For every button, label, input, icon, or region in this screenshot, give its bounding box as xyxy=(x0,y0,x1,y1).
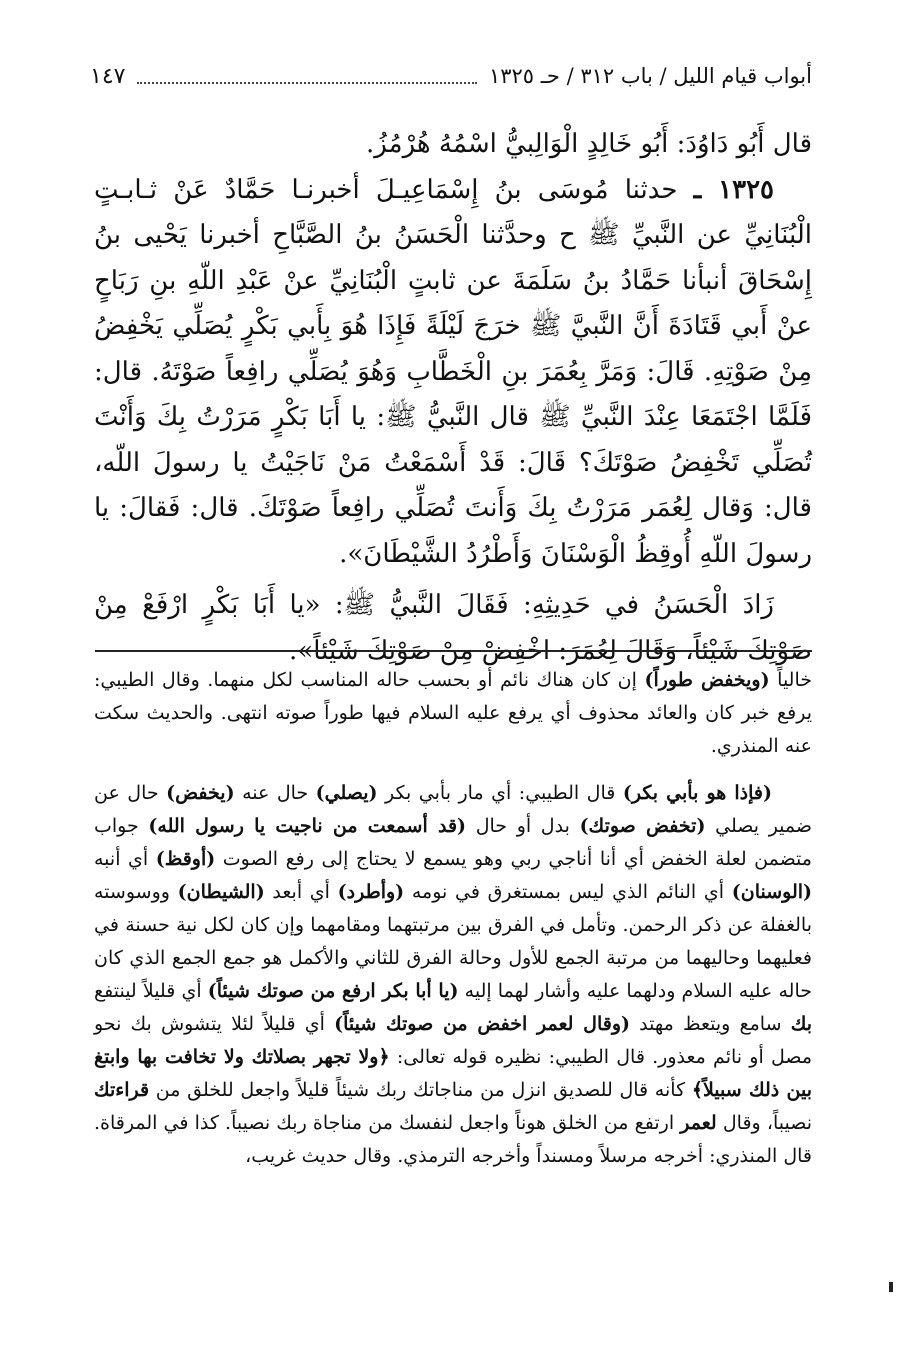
hadith-number: ١٣٢٥ ـ xyxy=(693,174,775,205)
hasan-addition-paragraph: زَادَ الْحَسَنُ في حَدِيثِهِ: فَقَالَ النَّبيُّ ﷺ: «يا أَبَا بَكْرٍ ارْفَعْ مِنْ صَوْتِكَ شَيْئاً، وَقَالَ لِعُمَرَ: اخْفِضْ مِنْ صَوْتِكَ شَيْئاً». xyxy=(94,590,812,666)
commentary-text: نصيباً، وقال xyxy=(722,1112,813,1134)
commentary-text: حال عنه xyxy=(242,782,309,804)
commentary-text: ارتفع من الخلق هوناً واجعل لنفسك من مناجاة ربك نصيباً. كذا في المرقاة. قال المنذري: أخرجه مرسلاً ومسنداً وأخرجه الترمذي. وقال حديث غريب، xyxy=(94,1112,812,1167)
hadith-text: حدثنا مُوسَى بنُ إِسْمَاعِيـلَ أخبرنـا حَمَّادٌ عَنْ ثـابـتٍ الْبُنَانِيِّ عن النَّبيِّ ﷺ ح وحدَّثنا الْحَسَنُ بنُ الصَّبَّاحِ أخبرنا يَحْيى بنُ إِسْحَاقَ أنبأنا حَمَّادُ بنُ سَلَمَةَ عن ثابتٍ الْبُنَانِيِّ عنْ عَبْدِ اللّهِ بنِ رَبَاحٍ عنْ أَبي قَتَادَةَ أَنَّ النَّبيَّ ﷺ خرَجَ لَيْلَةً فَإِذَا هُوَ بِأَبي بَكْرٍ يُصَلِّي يَخْفِضُ مِنْ صَوْتِهِ. قَالَ: وَمَرَّ بِعُمَرَ بنِ الْخَطَّابِ وَهُوَ يُصَلِّي رافِعاً صَوْتَهُ. قال: فَلَمَّا اجْتَمَعَا عِنْدَ النَّبيِّ ﷺ قال النَّبيُّ ﷺ: يا أَبَا بَكْرٍ مَرَرْتُ بِكَ وَأَنْتَ تُصَلِّي تَخْفِضُ صَوْتَكَ؟ قَالَ: قَدْ أَسْمَعْتُ مَنْ نَاجَيْتُ يا رسولَ اللّه، قال: وَقال لِعُمَر مَرَرْتُ بِكَ وَأَنتَ تُصَلِّي رافِعاً صَوْتَكَ. قال: فَقالَ: يا رسولَ اللّهِ أُوقِظُ الْوَسْنَانَ وَأَطْرُدُ الشَّيْطَانَ». xyxy=(94,174,812,569)
page-number: ١٤٧ xyxy=(90,63,126,89)
commentary-keyword: بك xyxy=(790,1013,812,1035)
commentary-text: أي أبعد xyxy=(272,881,330,903)
commentary-paragraph-1 xyxy=(94,664,812,763)
main-text xyxy=(94,122,812,674)
header-title: أبواب قيام الليل / باب ٣١٢ / حـ ١٣٢٥ xyxy=(488,64,812,88)
commentary-text: أي قليلاً لئلا يتشوش بك نحو مصل أو نائم معذور. قال الطيبي: نظيره قوله تعالى: xyxy=(94,1013,812,1068)
commentary-text: بدل أو حال xyxy=(475,815,570,837)
commentary-keyword: (تخفض صوتك) xyxy=(579,815,706,837)
commentary xyxy=(94,664,812,1173)
abu-dawud-note: قال أَبُو دَاوُدَ: أَبُو خَالِدٍ الْوَالِبيُّ اسْمُهُ هُرْمُزُ. xyxy=(366,129,812,159)
header-dotted-leader xyxy=(137,68,477,84)
commentary-text: كأنه قال للصديق انزل من مناجاتك ربك شيئاً قليلاً واجعل للخلق من xyxy=(155,1079,686,1101)
commentary-text: جواب متضمن لعلة الخفض أي أنا أناجي ربي وهو يسمع لا يحتاج إلى رفع الصوت xyxy=(94,815,812,870)
commentary-keyword: قراءتك xyxy=(94,1079,150,1101)
footnote-divider xyxy=(95,650,812,652)
commentary-text: أي قليلاً لينتفع xyxy=(94,980,202,1002)
commentary-keyword: (يا أبا بكر ارفع من صوتك شيئاً) xyxy=(207,980,459,1002)
commentary-text: أي أنبه xyxy=(94,848,149,870)
commentary-text: ووسوسته بالغفلة عن ذكر الرحمن. وتأمل في الفرق بين مرتبتهما ومقامهما وإن كان لكل نية حسنة في فعليهما وحاليهما من مرتبة الجمع للأول وحالة الفرق للثاني والأكمل هو جمع الجمع الذي كان حاله عليه السلام ودلهما عليه وأشار لهما إليه xyxy=(94,881,813,1002)
page-edge-mark xyxy=(889,1282,893,1292)
commentary-text: إن كان هناك نائم أو بحسب حاله المناسب لكل منهما. وقال الطيبي: يرفع خبر كان والعائد محذوف أي يرفع عليه السلام فيها طوراً صوته انتهى. والحديث سكت عنه المنذري. xyxy=(94,669,812,757)
commentary-keyword: (يصلي) xyxy=(315,782,378,804)
commentary-keyword: (الشيطان) xyxy=(177,881,265,903)
commentary-text: قال الطيبي: أي مار بأبي بكر xyxy=(385,782,616,804)
commentary-text: خالياً xyxy=(777,669,813,691)
commentary-text: حال عن ضمير يصلي xyxy=(94,782,813,837)
commentary-keyword: (فإذا هو بأبي بكر) xyxy=(622,782,772,804)
commentary-keyword: لعمر xyxy=(680,1112,717,1134)
commentary-keyword: (ويخفض طوراً) xyxy=(644,669,770,691)
running-header xyxy=(90,58,812,94)
commentary-paragraph-2 xyxy=(94,777,812,1173)
hadith-paragraph xyxy=(94,168,812,578)
commentary-keyword: (وأطرد) xyxy=(337,881,405,903)
commentary-text: سامع ويتعظ مهتد xyxy=(639,1013,782,1035)
commentary-keyword: (أوقظ) xyxy=(155,848,216,870)
commentary-keyword: (الوسنان) xyxy=(731,881,813,903)
commentary-quran-quote: ﴿ولا تجهر بصلاتك ولا تخافت بها وابتغ بين ذلك سبيلاً﴾ xyxy=(94,1046,812,1101)
commentary-keyword: (يخفض) xyxy=(166,782,235,804)
commentary-keyword: (قد أسمعت من ناجيت يا رسول الله) xyxy=(148,815,467,837)
commentary-keyword: (وقال لعمر اخفض من صوتك شيئاً) xyxy=(334,1013,630,1035)
commentary-text: أي النائم الذي ليس بمستغرق في نومه xyxy=(411,881,725,903)
